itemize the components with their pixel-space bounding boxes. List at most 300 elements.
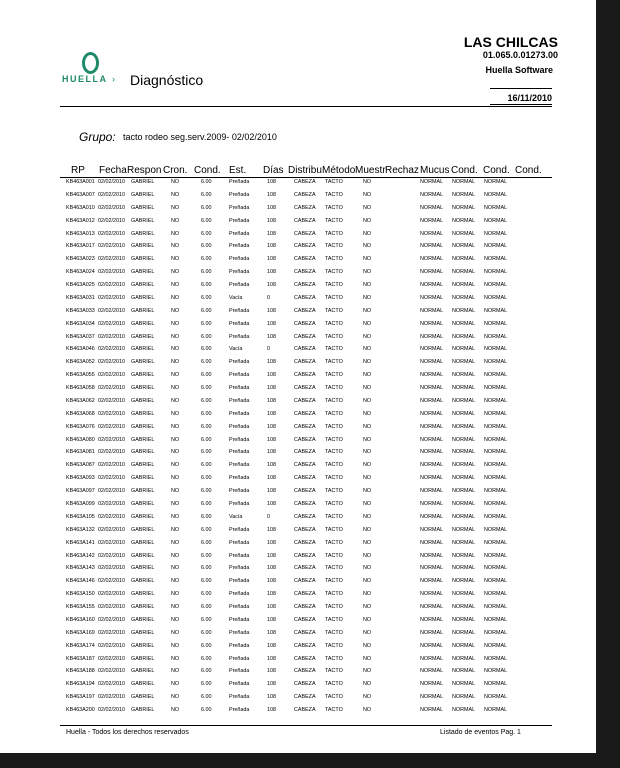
table-row (0, 243, 620, 256)
company-code: 01.065.0.01273.00 (482, 50, 558, 60)
cell-cond-3: NORMAL (484, 475, 508, 482)
cell-cond: 6.00 (201, 294, 212, 301)
cell-est: Preñada (229, 307, 250, 314)
cell-distribu: CABEZA (294, 372, 316, 379)
cell-metodo: TACTO (325, 578, 343, 585)
cell-metodo: TACTO (325, 642, 343, 649)
cell-metodo: TACTO (325, 359, 343, 366)
cell-cron: NO (171, 604, 180, 611)
cell-distribu: CABEZA (294, 385, 316, 392)
cell-distribu: CABEZA (294, 462, 316, 469)
cell-cond-3: NORMAL (484, 217, 508, 224)
cell-fecha: 02/02/2010 (98, 552, 125, 559)
cell-cond-3: NORMAL (484, 694, 508, 701)
cell-distribu: CABEZA (294, 269, 316, 276)
cell-cron: NO (171, 642, 180, 649)
cell-dias: 108 (267, 372, 276, 379)
cell-mucus: NORMAL (420, 501, 444, 507)
cell-est: Preñada (229, 707, 250, 714)
cell-rp: KB463A142 (66, 552, 95, 559)
cell-respon: GABRIEL (131, 655, 155, 662)
cell-cond-2: NORMAL (452, 423, 476, 430)
cell-distribu: CABEZA (294, 179, 316, 185)
cell-metodo: TACTO (325, 526, 343, 533)
cell-metodo: TACTO (325, 475, 343, 482)
cell-cron: NO (171, 282, 180, 289)
cell-mucus: NORMAL (420, 642, 444, 649)
group-value: tacto rodeo seg.serv.2009- 02/02/2010 (123, 132, 277, 142)
table-row (0, 346, 620, 359)
cell-fecha: 02/02/2010 (98, 282, 125, 289)
cell-mucus: NORMAL (420, 578, 444, 585)
date-divider (490, 88, 552, 89)
cell-metodo: TACTO (325, 230, 343, 237)
cell-rp: KB463A013 (66, 230, 95, 237)
cell-dias: 0 (267, 346, 270, 353)
cell-muestr: NO (363, 320, 372, 327)
cell-muestr: NO (363, 565, 372, 572)
cell-cron: NO (171, 204, 180, 211)
cell-distribu: CABEZA (294, 423, 316, 430)
table-row (0, 643, 620, 656)
cell-rp: KB463A174 (66, 642, 95, 649)
cell-cond-3: NORMAL (484, 552, 508, 559)
cell-fecha: 02/02/2010 (98, 655, 125, 662)
cell-cron: NO (171, 179, 180, 185)
cell-mucus: NORMAL (420, 475, 444, 482)
cell-fecha: 02/02/2010 (98, 204, 125, 211)
cell-respon: GABRIEL (131, 385, 155, 392)
cell-fecha: 02/02/2010 (98, 320, 125, 327)
cell-cond: 6.00 (201, 217, 212, 224)
cell-cond-2: NORMAL (452, 269, 476, 276)
cell-cron: NO (171, 243, 180, 250)
cell-mucus: NORMAL (420, 591, 444, 598)
cell-cond: 6.00 (201, 655, 212, 662)
cell-cond: 6.00 (201, 501, 212, 507)
cell-cond-2: NORMAL (452, 346, 476, 353)
cell-respon: GABRIEL (131, 668, 155, 675)
cell-cond-3: NORMAL (484, 462, 508, 469)
cell-cond-3: NORMAL (484, 642, 508, 649)
cell-mucus: NORMAL (420, 359, 444, 366)
cell-cond-3: NORMAL (484, 604, 508, 611)
table-row (0, 424, 620, 437)
cell-mucus: NORMAL (420, 681, 444, 688)
cell-muestr: NO (363, 282, 372, 289)
cell-cond: 6.00 (201, 449, 212, 456)
cell-fecha: 02/02/2010 (98, 591, 125, 598)
cell-dias: 108 (267, 397, 276, 404)
cell-rp: KB463A105 (66, 513, 95, 520)
cell-metodo: TACTO (325, 243, 343, 250)
cell-rp: KB463A001 (66, 179, 95, 185)
cell-cron: NO (171, 655, 180, 662)
cell-distribu: CABEZA (294, 604, 316, 611)
cell-mucus: NORMAL (420, 282, 444, 289)
cell-cond-2: NORMAL (452, 333, 476, 340)
cell-cond: 6.00 (201, 694, 212, 701)
cell-distribu: CABEZA (294, 397, 316, 404)
col-header-metodo: Método (322, 165, 356, 176)
cell-cond: 6.00 (201, 629, 212, 636)
cell-muestr: NO (363, 359, 372, 366)
cell-cond: 6.00 (201, 410, 212, 417)
cell-respon: GABRIEL (131, 372, 155, 379)
cell-dias: 108 (267, 488, 276, 495)
bottom-page-border (0, 753, 620, 768)
cell-est: Preñada (229, 449, 250, 456)
cell-distribu: CABEZA (294, 513, 316, 520)
cell-cond-3: NORMAL (484, 230, 508, 237)
cell-est: Preñada (229, 616, 250, 623)
cell-est: Preñada (229, 578, 250, 585)
cell-muestr: NO (363, 488, 372, 495)
cell-cond: 6.00 (201, 668, 212, 675)
cell-mucus: NORMAL (420, 333, 444, 340)
cell-est: Preñada (229, 475, 250, 482)
table-row (0, 256, 620, 269)
table-row (0, 411, 620, 424)
cell-muestr: NO (363, 655, 372, 662)
cell-rp: KB463A188 (66, 668, 95, 675)
cell-cond-3: NORMAL (484, 488, 508, 495)
cell-cron: NO (171, 552, 180, 559)
cell-muestr: NO (363, 191, 372, 198)
cell-fecha: 02/02/2010 (98, 668, 125, 675)
cell-fecha: 02/02/2010 (98, 513, 125, 520)
cell-rp: KB463A037 (66, 333, 95, 340)
cell-cond: 6.00 (201, 475, 212, 482)
cell-rp: KB463A046 (66, 346, 95, 353)
cell-cron: NO (171, 269, 180, 276)
col-header-cond-4: Cond. (515, 165, 542, 176)
table-row (0, 707, 620, 720)
cell-cond: 6.00 (201, 372, 212, 379)
cell-est: Preñada (229, 423, 250, 430)
cell-distribu: CABEZA (294, 294, 316, 301)
cell-distribu: CABEZA (294, 655, 316, 662)
table-row (0, 269, 620, 282)
cell-muestr: NO (363, 346, 372, 353)
cell-rp: KB463A055 (66, 372, 95, 379)
chevron-right-icon: › (112, 74, 115, 84)
cell-muestr: NO (363, 642, 372, 649)
cell-muestr: NO (363, 513, 372, 520)
cell-cron: NO (171, 681, 180, 688)
cell-cond-2: NORMAL (452, 359, 476, 366)
cell-metodo: TACTO (325, 552, 343, 559)
cell-est: Preñada (229, 397, 250, 404)
cell-dias: 108 (267, 243, 276, 250)
cell-metodo: TACTO (325, 694, 343, 701)
cell-metodo: TACTO (325, 616, 343, 623)
cell-mucus: NORMAL (420, 539, 444, 546)
cell-metodo: TACTO (325, 320, 343, 327)
cell-muestr: NO (363, 204, 372, 211)
cell-dias: 108 (267, 616, 276, 623)
cell-muestr: NO (363, 179, 372, 185)
cell-fecha: 02/02/2010 (98, 269, 125, 276)
cell-metodo: TACTO (325, 397, 343, 404)
cell-cron: NO (171, 385, 180, 392)
cell-cond-2: NORMAL (452, 256, 476, 263)
table-row (0, 231, 620, 244)
cell-respon: GABRIEL (131, 179, 155, 185)
cell-respon: GABRIEL (131, 501, 155, 507)
cell-cond-3: NORMAL (484, 333, 508, 340)
cell-fecha: 02/02/2010 (98, 488, 125, 495)
cell-metodo: TACTO (325, 707, 343, 714)
cell-cond-2: NORMAL (452, 462, 476, 469)
cell-muestr: NO (363, 385, 372, 392)
cell-fecha: 02/02/2010 (98, 410, 125, 417)
cell-cond: 6.00 (201, 591, 212, 598)
table-row (0, 295, 620, 308)
cell-cond-3: NORMAL (484, 681, 508, 688)
software-name: Huella Software (485, 65, 553, 75)
cell-respon: GABRIEL (131, 307, 155, 314)
cell-est: Preñada (229, 372, 250, 379)
cell-cond-3: NORMAL (484, 501, 508, 507)
cell-cron: NO (171, 501, 180, 507)
cell-rp: KB463A025 (66, 282, 95, 289)
cell-est: Preñada (229, 410, 250, 417)
cell-cond-2: NORMAL (452, 668, 476, 675)
table-row (0, 656, 620, 669)
cell-cond: 6.00 (201, 397, 212, 404)
cell-cond-2: NORMAL (452, 294, 476, 301)
cell-cond-3: NORMAL (484, 565, 508, 572)
cell-cond-2: NORMAL (452, 217, 476, 224)
cell-distribu: CABEZA (294, 668, 316, 675)
cell-cond-3: NORMAL (484, 385, 508, 392)
cell-cond-3: NORMAL (484, 204, 508, 211)
cell-mucus: NORMAL (420, 436, 444, 443)
cell-respon: GABRIEL (131, 256, 155, 263)
cell-respon: GABRIEL (131, 397, 155, 404)
cell-est: Preñada (229, 191, 250, 198)
cell-cond: 6.00 (201, 488, 212, 495)
cell-respon: GABRIEL (131, 269, 155, 276)
table-row (0, 385, 620, 398)
cell-cron: NO (171, 578, 180, 585)
cell-mucus: NORMAL (420, 294, 444, 301)
cell-cond-2: NORMAL (452, 681, 476, 688)
cell-rp: KB463A093 (66, 475, 95, 482)
cell-mucus: NORMAL (420, 410, 444, 417)
cell-cron: NO (171, 346, 180, 353)
cell-cond-3: NORMAL (484, 320, 508, 327)
cell-muestr: NO (363, 591, 372, 598)
cell-muestr: NO (363, 616, 372, 623)
cell-cond-3: NORMAL (484, 269, 508, 276)
cell-fecha: 02/02/2010 (98, 694, 125, 701)
cell-mucus: NORMAL (420, 707, 444, 714)
cell-muestr: NO (363, 269, 372, 276)
cell-dias: 108 (267, 552, 276, 559)
cell-distribu: CABEZA (294, 307, 316, 314)
cell-cron: NO (171, 372, 180, 379)
cell-mucus: NORMAL (420, 269, 444, 276)
table-row (0, 578, 620, 591)
cell-cond-3: NORMAL (484, 179, 508, 185)
cell-rp: KB463A031 (66, 294, 95, 301)
cell-fecha: 02/02/2010 (98, 179, 125, 185)
table-row (0, 527, 620, 540)
cell-fecha: 02/02/2010 (98, 307, 125, 314)
cell-metodo: TACTO (325, 488, 343, 495)
cell-cond-3: NORMAL (484, 578, 508, 585)
col-header-muestr: Muestr (355, 165, 386, 176)
cell-cron: NO (171, 616, 180, 623)
cell-rp: KB463A081 (66, 449, 95, 456)
cell-dias: 108 (267, 204, 276, 211)
cell-distribu: CABEZA (294, 346, 316, 353)
cell-muestr: NO (363, 539, 372, 546)
cell-cron: NO (171, 320, 180, 327)
cell-metodo: TACTO (325, 501, 343, 507)
cell-cond-2: NORMAL (452, 591, 476, 598)
cell-est: Vacía (229, 346, 243, 353)
cell-est: Preñada (229, 552, 250, 559)
cell-cond-2: NORMAL (452, 475, 476, 482)
cell-rp: KB463A197 (66, 694, 95, 701)
cell-cond: 6.00 (201, 346, 212, 353)
cell-cron: NO (171, 230, 180, 237)
cell-mucus: NORMAL (420, 179, 444, 185)
cell-est: Preñada (229, 629, 250, 636)
cell-cond-2: NORMAL (452, 397, 476, 404)
cell-mucus: NORMAL (420, 256, 444, 263)
cell-distribu: CABEZA (294, 449, 316, 456)
logo-text: HUELLA (62, 74, 108, 84)
cell-mucus: NORMAL (420, 243, 444, 250)
cell-metodo: TACTO (325, 191, 343, 198)
table-row (0, 617, 620, 630)
cell-cond-3: NORMAL (484, 410, 508, 417)
cell-fecha: 02/02/2010 (98, 346, 125, 353)
table-row (0, 501, 620, 514)
cell-dias: 0 (267, 294, 270, 301)
table-row (0, 668, 620, 681)
table-row (0, 282, 620, 295)
cell-dias: 108 (267, 475, 276, 482)
cell-rp: KB463A080 (66, 436, 95, 443)
cell-muestr: NO (363, 578, 372, 585)
cell-mucus: NORMAL (420, 191, 444, 198)
cell-fecha: 02/02/2010 (98, 359, 125, 366)
cell-muestr: NO (363, 449, 372, 456)
cell-respon: GABRIEL (131, 449, 155, 456)
cell-dias: 108 (267, 191, 276, 198)
cell-metodo: TACTO (325, 681, 343, 688)
table-row (0, 630, 620, 643)
cell-rp: KB463A150 (66, 591, 95, 598)
cell-cond-3: NORMAL (484, 629, 508, 636)
cell-distribu: CABEZA (294, 616, 316, 623)
cell-cond-3: NORMAL (484, 307, 508, 314)
cell-dias: 108 (267, 307, 276, 314)
table-row (0, 359, 620, 372)
cell-cond: 6.00 (201, 307, 212, 314)
cell-dias: 108 (267, 217, 276, 224)
cell-cond-2: NORMAL (452, 604, 476, 611)
cell-muestr: NO (363, 307, 372, 314)
cell-cond-3: NORMAL (484, 423, 508, 430)
cell-cond-2: NORMAL (452, 629, 476, 636)
cell-mucus: NORMAL (420, 616, 444, 623)
cell-est: Preñada (229, 385, 250, 392)
cell-cond-3: NORMAL (484, 359, 508, 366)
cell-mucus: NORMAL (420, 423, 444, 430)
cell-mucus: NORMAL (420, 552, 444, 559)
cell-cond-2: NORMAL (452, 230, 476, 237)
cell-mucus: NORMAL (420, 604, 444, 611)
cell-distribu: CABEZA (294, 642, 316, 649)
cell-distribu: CABEZA (294, 320, 316, 327)
cell-cond: 6.00 (201, 179, 212, 185)
table-row (0, 192, 620, 205)
cell-est: Vacía (229, 513, 243, 520)
cell-cond: 6.00 (201, 604, 212, 611)
cell-fecha: 02/02/2010 (98, 707, 125, 714)
cell-dias: 108 (267, 359, 276, 366)
footer-copyright: Huella - Todos los derechos reservados (66, 729, 189, 736)
table-row (0, 488, 620, 501)
cell-dias: 108 (267, 642, 276, 649)
cell-respon: GABRIEL (131, 629, 155, 636)
cell-muestr: NO (363, 475, 372, 482)
cell-rp: KB463A010 (66, 204, 95, 211)
cell-mucus: NORMAL (420, 372, 444, 379)
cell-distribu: CABEZA (294, 694, 316, 701)
cell-dias: 108 (267, 565, 276, 572)
table-row (0, 321, 620, 334)
cell-respon: GABRIEL (131, 217, 155, 224)
cell-fecha: 02/02/2010 (98, 578, 125, 585)
cell-fecha: 02/02/2010 (98, 423, 125, 430)
cell-mucus: NORMAL (420, 307, 444, 314)
cell-fecha: 02/02/2010 (98, 385, 125, 392)
table-row (0, 565, 620, 578)
cell-fecha: 02/02/2010 (98, 256, 125, 263)
cell-est: Preñada (229, 501, 250, 507)
cell-cron: NO (171, 539, 180, 546)
cell-fecha: 02/02/2010 (98, 217, 125, 224)
cell-cond-3: NORMAL (484, 191, 508, 198)
cell-cron: NO (171, 359, 180, 366)
cell-respon: GABRIEL (131, 475, 155, 482)
cell-cond: 6.00 (201, 681, 212, 688)
cell-dias: 108 (267, 256, 276, 263)
cell-cond: 6.00 (201, 578, 212, 585)
cell-cond-3: NORMAL (484, 294, 508, 301)
table-row (0, 681, 620, 694)
cell-cond-3: NORMAL (484, 513, 508, 520)
cell-est: Preñada (229, 436, 250, 443)
group-label: Grupo: (79, 130, 116, 144)
cell-cron: NO (171, 462, 180, 469)
cell-distribu: CABEZA (294, 629, 316, 636)
cell-cron: NO (171, 694, 180, 701)
cell-respon: GABRIEL (131, 616, 155, 623)
cell-rp: KB463A052 (66, 359, 95, 366)
col-header-distribu: Distribu (288, 165, 322, 176)
cell-fecha: 02/02/2010 (98, 294, 125, 301)
cell-respon: GABRIEL (131, 204, 155, 211)
cell-distribu: CABEZA (294, 191, 316, 198)
